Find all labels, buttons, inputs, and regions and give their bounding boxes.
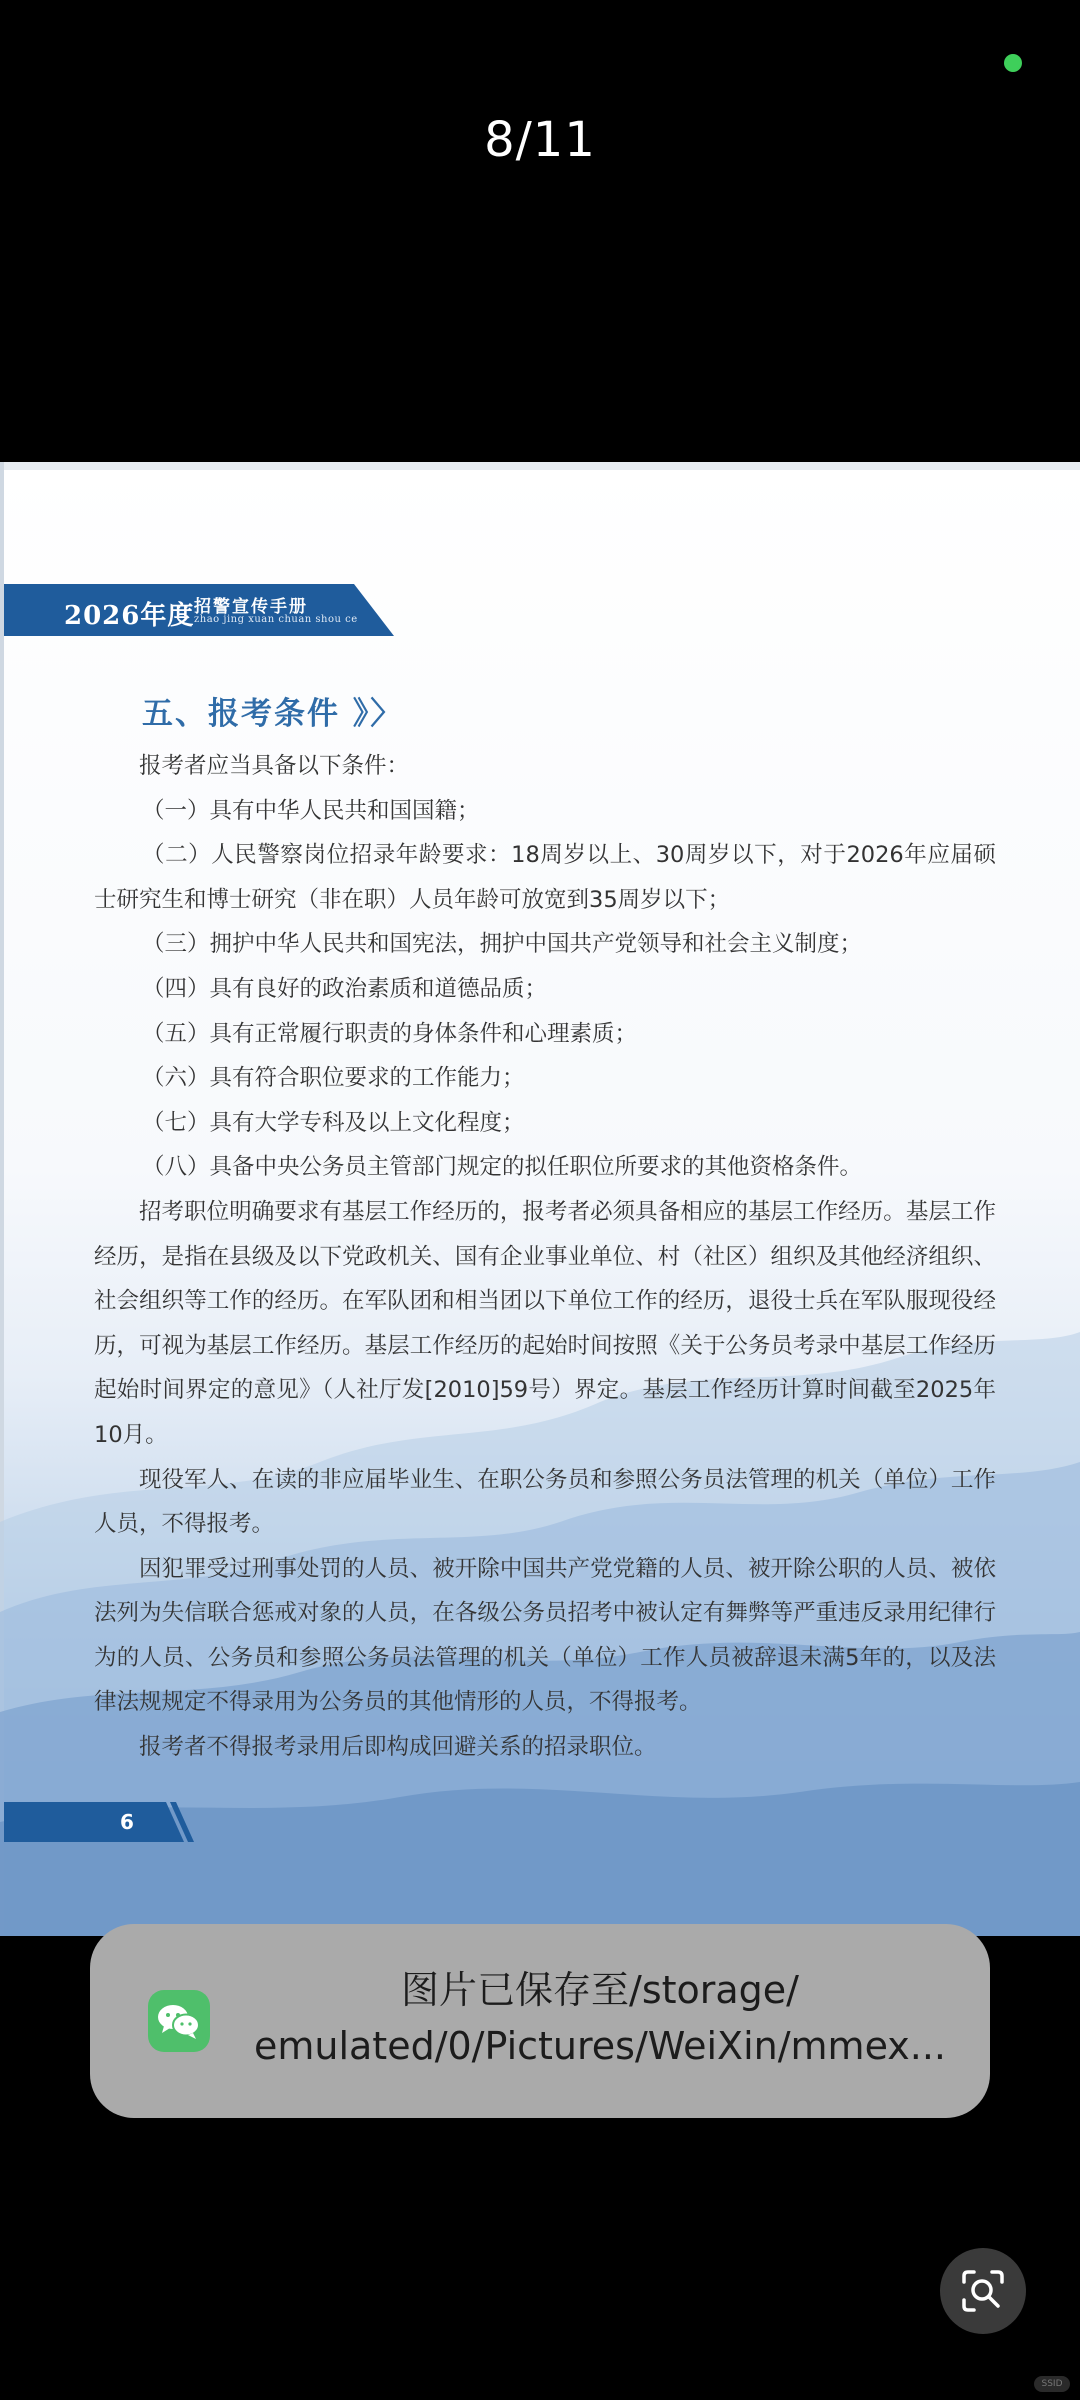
condition-item: （一）具有中华人民共和国国籍； xyxy=(142,797,480,824)
toast-message-line2: emulated/0/Pictures/WeiXin/mmex... xyxy=(253,2024,946,2068)
page-counter: 8/11 xyxy=(484,112,596,168)
status-indicator-dot xyxy=(1004,54,1022,72)
condition-item: （八）具备中央公务员主管部门规定的拟任职位所要求的其他资格条件。 xyxy=(142,1154,863,1181)
scan-lens-button[interactable] xyxy=(940,2248,1026,2334)
toast-message-line1: 图片已保存至/storage/ xyxy=(401,1968,799,2012)
page-number: 6 xyxy=(120,1810,134,1834)
document-body xyxy=(94,744,996,1770)
paragraph-intro: 报考者应当具备以下条件： xyxy=(139,753,410,779)
save-toast xyxy=(90,1924,990,2118)
document-page[interactable] xyxy=(0,462,1080,1936)
condition-item: （三）拥护中华人民共和国宪法，拥护中国共产党领导和社会主义制度； xyxy=(142,931,863,958)
paragraph-ineligible: 现役军人、在读的非应届毕业生、在职公务员和参照公务员法管理的机关（单位）工作人员，不得报考。 xyxy=(94,1466,996,1538)
scan-lens-icon xyxy=(940,2248,1026,2334)
condition-item: （六）具有符合职位要求的工作能力； xyxy=(142,1065,525,1092)
section-title: 五、报考条件 》〉 xyxy=(142,696,404,732)
condition-item: （二）人民警察岗位招录年龄要求：18周岁以上、30周岁以下，对于2026年应届硕士研究生和博士研究（非在职）人员年龄可放宽到35周岁以下； xyxy=(94,842,996,913)
watermark-badge: SSID xyxy=(1034,2376,1070,2392)
banner-pinyin: zhao jing xuan chuan shou ce xyxy=(194,614,358,625)
wechat-icon xyxy=(148,1990,210,2052)
paragraph-disqualified: 因犯罪受过刑事处罚的人员、被开除中国共产党党籍的人员、被开除公职的人员、被依法列为失信联合惩戒对象的人员，在各级公务员招考中被认定有舞弊等严重违反录用纪律行为的人员、公务员和参照公务员法管理的机关（单位）工作人员被辞退未满5年的，以及法律法规规定不得录用为公务员的其他情形的人员，不得报考。 xyxy=(94,1555,996,1716)
toast-message xyxy=(240,1962,960,2074)
footer-page-tab xyxy=(4,1802,194,1842)
condition-item: （四）具有良好的政治素质和道德品质； xyxy=(142,975,548,1002)
condition-item: （五）具有正常履行职责的身体条件和心理素质； xyxy=(142,1020,638,1047)
paragraph-avoidance: 报考者不得报考录用后即构成回避关系的招录职位。 xyxy=(139,1734,657,1761)
paragraph-work-experience: 招考职位明确要求有基层工作经历的，报考者必须具备相应的基层工作经历。基层工作经历，是指在县级及以下党政机关、国有企业事业单位、村（社区）组织及其他经济组织、社会组织等工作的经历。在军队团和相当团以下单位工作的经历，退役士兵在军队服现役经历，可视为基层工作经历。基层工作经历的起始时间按照《关于公务员考录中基层工作经历起始时间界定的意见》（人社厅发[2010]59号）界定。基层工作经历计算时间截至2025年10月。 xyxy=(94,1198,996,1448)
banner-year: 2026年度 xyxy=(64,601,195,631)
banner-title: 招警宣传手册 xyxy=(194,597,308,617)
condition-item: （七）具有大学专科及以上文化程度； xyxy=(142,1109,525,1136)
